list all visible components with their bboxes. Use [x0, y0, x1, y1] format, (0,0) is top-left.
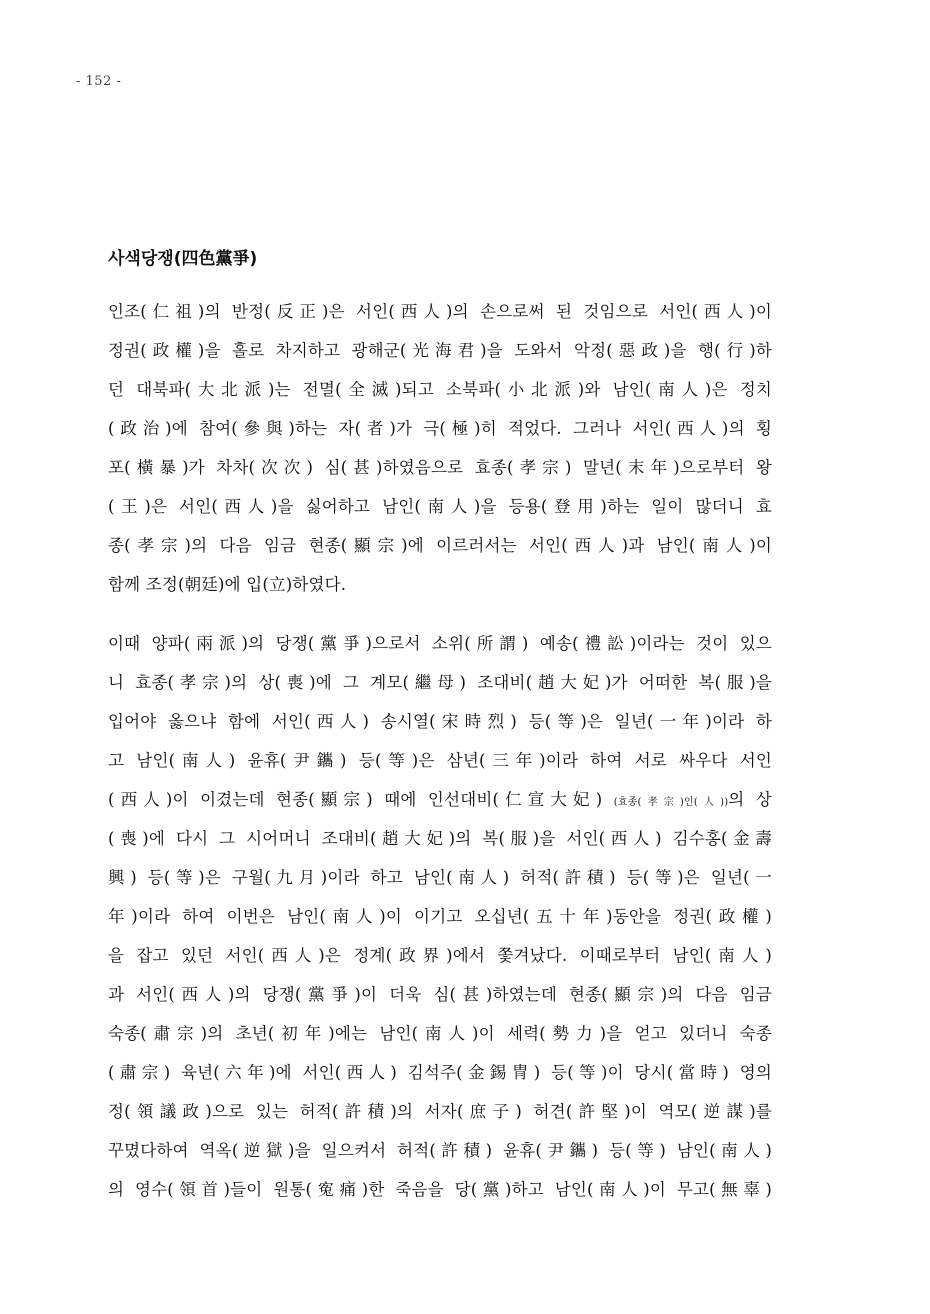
text-line [108, 780, 772, 819]
section-title: 사색당쟁(四色黨爭) [108, 249, 258, 269]
text-line: 興) 등(等)은 구월(九月)이라 하고 남인(南人) 허적(許積) 등(等)은 일년(一 [108, 868, 772, 887]
text-line: 고 남인(南人) 윤휴(尹鑴) 등(等)은 삼년(三年)이라 하여 서로 싸우다 서인 [108, 751, 772, 770]
text-segment: 의 상 [728, 790, 772, 809]
text-line: (肅宗) 육년(六年)에 서인(西人) 김석주(金錫冑) 등(等)이 당시(當時) 영의 [108, 1063, 772, 1082]
paragraph-1 [108, 292, 772, 604]
text-line: 정권(政權)을 홀로 차지하고 광해군(光海君)을 도와서 악정(惡政)을 행(行)하 [108, 341, 772, 360]
text-line: 니 효종(孝宗)의 상(喪)에 그 계모(繼母) 조대비(趙大妃)가 어떠한 복(服)을 [108, 673, 772, 692]
text-line: 을 잡고 있던 서인(西人)은 정계(政界)에서 쫓겨났다. 이때로부터 남인(南人) [108, 946, 772, 965]
text-line: 의 영수(領首)들이 원통(寃痛)한 죽음을 당(黨)하고 남인(南人)이 무고(無辜) [108, 1180, 772, 1199]
text-line: 입어야 옳으냐 함에 서인(西人) 송시열(宋時烈) 등(等)은 일년(一年)이라 하 [108, 712, 772, 731]
text-line: 과 서인(西人)의 당쟁(黨爭)이 더욱 심(甚)하였는데 현종(顯宗)의 다음 임금 [108, 985, 772, 1004]
text-line: (政治)에 참여(參與)하는 자(者)가 극(極)히 적었다. 그러나 서인(西人)의 횡 [108, 419, 772, 438]
text-line: 꾸몄다하여 역옥(逆獄)을 일으켜서 허적(許積) 윤휴(尹鑴) 등(等) 남인(南人) [108, 1141, 772, 1160]
text-segment: (西人)이 이겼는데 현종(顯宗) 때에 인선대비(仁宣大妃) [108, 790, 614, 809]
annotation-note: (효종(孝宗)인(人)) [613, 797, 729, 808]
paragraph-2 [108, 624, 772, 1209]
text-line: 年)이라 하여 이번은 남인(南人)이 이기고 오십년(五十年)동안을 정권(政權) [108, 907, 772, 926]
text-line: 종(孝宗)의 다음 임금 현종(顯宗)에 이르러서는 서인(西人)과 남인(南人)이 [108, 536, 772, 555]
page-number: - 152 - [76, 74, 122, 89]
text-line: 던 대북파(大北派)는 전멸(全滅)되고 소북파(小北派)와 남인(南人)은 정치 [108, 380, 772, 399]
text-line: 숙종(肅宗)의 초년(初年)에는 남인(南人)이 세력(勢力)을 얻고 있더니 숙종 [108, 1024, 772, 1043]
text-line: 인조(仁祖)의 반정(反正)은 서인(西人)의 손으로써 된 것임으로 서인(西人)이 [108, 302, 772, 321]
text-line: (喪)에 다시 그 시어머니 조대비(趙大妃)의 복(服)을 서인(西人) 김수홍(金壽 [108, 829, 772, 848]
text-line: 포(橫暴)가 차차(次次) 심(甚)하였음으로 효종(孝宗) 말년(末年)으로부터 왕 [108, 458, 772, 477]
text-line: 함께 조정(朝廷)에 입(立)하였다. [108, 575, 347, 594]
text-line: 이때 양파(兩派)의 당쟁(黨爭)으로서 소위(所謂) 예송(禮訟)이라는 것이 있으 [108, 634, 772, 653]
text-line: 정(領議政)으로 있는 허적(許積)의 서자(庶子) 허견(許堅)이 역모(逆謀)를 [108, 1102, 772, 1121]
text-line: (王)은 서인(西人)을 싫어하고 남인(南人)을 등용(登用)하는 일이 많더니 효 [108, 497, 772, 516]
